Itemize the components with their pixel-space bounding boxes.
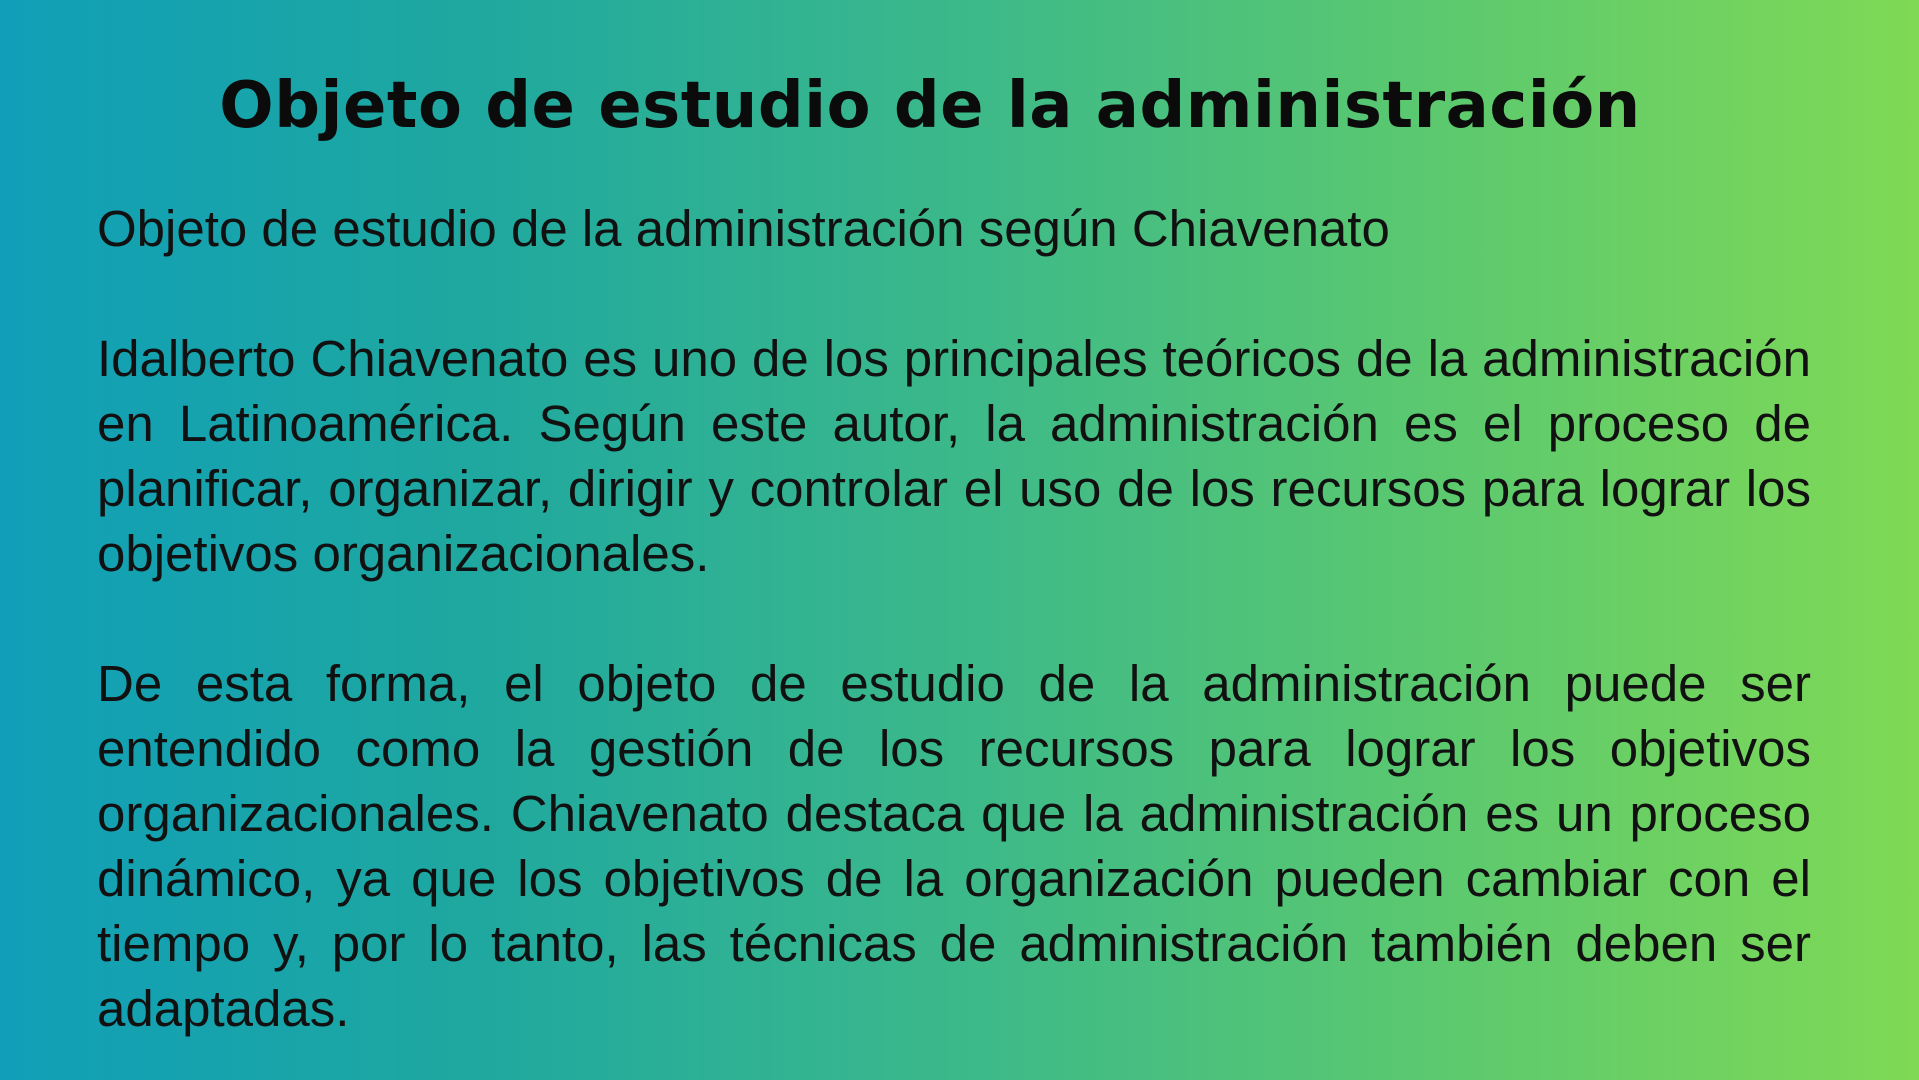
paragraph-definition: Idalberto Chiavenato es uno de los principales teóricos de la administración en Latinoamérica. Según este autor, la administración es el proceso de planificar, organizar, dirigir y controlar el uso de los recursos para lograr los objetivos organizacionales. [97,330,1811,582]
paragraph-object-of-study: De esta forma, el objeto de estudio de la administración puede ser entendido como la gestión de los recursos para lograr los objetivos organizacionales. Chiavenato destaca que la administración es un proceso dinámico, ya que los objetivos de la organización pueden cambiar con el tiempo y, por lo tanto, las técnicas de administración también deben ser adaptadas. [97,655,1811,1037]
slide-subtitle: Objeto de estudio de la administración según Chiavenato [97,200,1390,257]
slide-body [97,196,1811,1041]
slide-title: Objeto de estudio de la administración [219,69,1641,143]
